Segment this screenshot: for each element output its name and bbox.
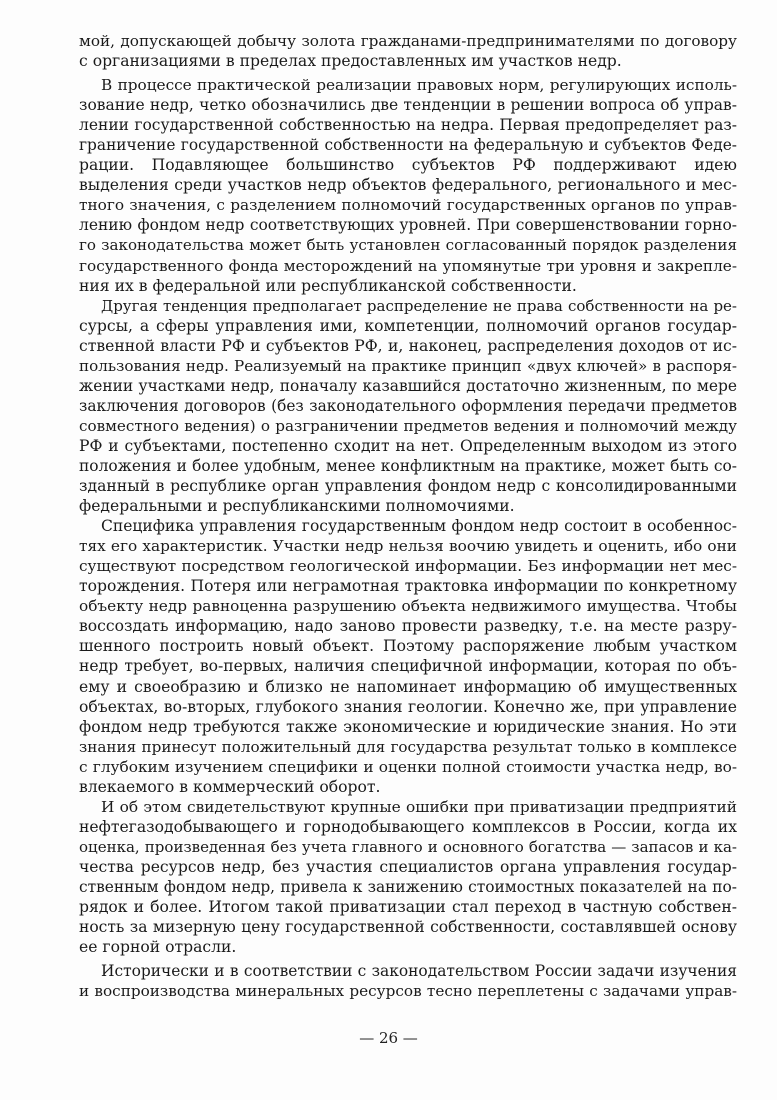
text-line: заключения договоров (без законодательного оформления передачи предметов bbox=[79, 396, 737, 415]
text-line: ния их в федеральной или республиканской собственности. bbox=[79, 276, 577, 295]
text-line: недр требует, во-первых, наличия специфичной информации, которая по объ- bbox=[79, 657, 737, 676]
text-line: с организациями в пределах предоставленных им участков недр. bbox=[79, 52, 622, 71]
text-line: Другая тенденция предполагает распределение не права собственности на ре- bbox=[101, 296, 737, 315]
text-line: оценка, произведенная без учета главного и основного богатства — запасов и ка- bbox=[79, 837, 737, 856]
text-line: И об этом свидетельствуют крупные ошибки при приватизации предприятий bbox=[101, 797, 737, 816]
paragraph bbox=[79, 75, 737, 296]
text-line: фондом недр требуются также экономические и юридические знания. Но эти bbox=[79, 717, 737, 736]
text-line: объектах, во-вторых, глубокого знания геологии. Конечно же, при управление bbox=[79, 697, 737, 716]
page-number: — 26 — bbox=[359, 1029, 418, 1047]
body-text bbox=[79, 31, 737, 1001]
text-line: тях его характеристик. Участки недр нельзя воочию увидеть и оценить, ибо они bbox=[79, 537, 737, 556]
text-line: сурсы, а сферы управления ими, компетенции, полномочий органов государ- bbox=[79, 316, 737, 335]
text-line: лении государственной собственностью на недра. Первая предопределяет раз- bbox=[79, 116, 737, 135]
text-line: торождения. Потеря или неграмотная трактовка информации по конкретному bbox=[79, 577, 737, 596]
text-line: зданный в республике орган управления фондом недр с консолидированными bbox=[79, 477, 737, 496]
text-line: мой, допускающей добычу золота гражданами-предпринимателями по договору bbox=[79, 32, 737, 50]
text-line: РФ и субъектами, постепенно сходит на нет. Определенным выходом из этого bbox=[79, 436, 737, 455]
text-line: В процессе практической реализации правовых норм, регулирующих исполь- bbox=[101, 76, 737, 95]
text-line: ность за мизерную цену государственной собственности, составлявшей основу bbox=[79, 918, 737, 937]
text-line: шенного построить новый объект. Поэтому распоряжение любым участком bbox=[79, 637, 737, 656]
text-line: рядок и более. Итогом такой приватизации стал переход в частную собствен- bbox=[79, 898, 737, 917]
text-line: с глубоким изучением специфики и оценки полной стоимости участка недр, во- bbox=[79, 757, 737, 776]
text-line: чества ресурсов недр, без участия специалистов органа управления государ- bbox=[79, 857, 737, 876]
text-line: ственным фондом недр, привела к занижению стоимостных показателей на по- bbox=[79, 877, 737, 896]
text-line: и воспроизводства минеральных ресурсов тесно переплетены с задачами управ- bbox=[79, 982, 737, 1001]
text-line: рации. Подавляющее большинство субъектов РФ поддерживают идею bbox=[79, 156, 737, 175]
text-line: зование недр, четко обозначились две тенденции в решении вопроса об управ- bbox=[79, 96, 737, 115]
text-line: положения и более удобным, менее конфликтным на практике, может быть со- bbox=[79, 456, 737, 475]
text-line: жении участками недр, поначалу казавшийся достаточно жизненным, по мере bbox=[79, 376, 737, 395]
text-line: влекаемого в коммерческий оборот. bbox=[79, 777, 381, 796]
text-line: лению фондом недр соответствующих уровней. При совершенствовании горно- bbox=[79, 216, 737, 235]
text-line: пользования недр. Реализуемый на практике принцип «двух ключей» в распоря- bbox=[79, 356, 737, 375]
text-line: выделения среди участков недр объектов федерального, регионального и мес- bbox=[79, 176, 737, 195]
text-line: существуют посредством геологической информации. Без информации нет мес- bbox=[79, 557, 737, 576]
text-line: воссоздать информацию, надо заново провести разведку, т.е. на месте разру- bbox=[79, 617, 737, 636]
text-line: знания принесут положительный для государства результат только в комплексе bbox=[79, 737, 737, 756]
paragraph bbox=[79, 31, 737, 71]
text-line: государственного фонда месторождений на упомянутые три уровня и закрепле- bbox=[79, 256, 737, 275]
text-line: граничение государственной собственности на федеральную и субъектов Феде- bbox=[79, 136, 737, 155]
text-line: объекту недр равноценна разрушению объекта недвижимого имущества. Чтобы bbox=[79, 597, 737, 616]
text-line: тного значения, с разделением полномочий государственных органов по управ- bbox=[79, 196, 737, 215]
paragraph bbox=[79, 797, 737, 957]
text-line: ему и своеобразию и близко не напоминает информацию об имущественных bbox=[79, 677, 737, 696]
paragraph bbox=[79, 516, 737, 797]
paragraph bbox=[79, 961, 737, 1001]
text-line: Исторически и в соответствии с законодательством России задачи изучения bbox=[101, 962, 737, 981]
text-line: Специфика управления государственным фондом недр состоит в особеннос- bbox=[101, 517, 737, 536]
text-line: ственной власти РФ и субъектов РФ, и, наконец, распределения доходов от ис- bbox=[79, 336, 737, 355]
text-line: ее горной отрасли. bbox=[79, 938, 237, 957]
text-line: федеральными и республиканскими полномочиями. bbox=[79, 497, 515, 516]
paragraph bbox=[79, 296, 737, 517]
text-line: нефтегазодобывающего и горнодобывающего комплексов в России, когда их bbox=[79, 817, 737, 836]
text-line: совместного ведения) о разграничении предметов ведения и полномочий между bbox=[79, 416, 737, 435]
text-line: го законодательства может быть установлен согласованный порядок разделения bbox=[79, 236, 737, 255]
